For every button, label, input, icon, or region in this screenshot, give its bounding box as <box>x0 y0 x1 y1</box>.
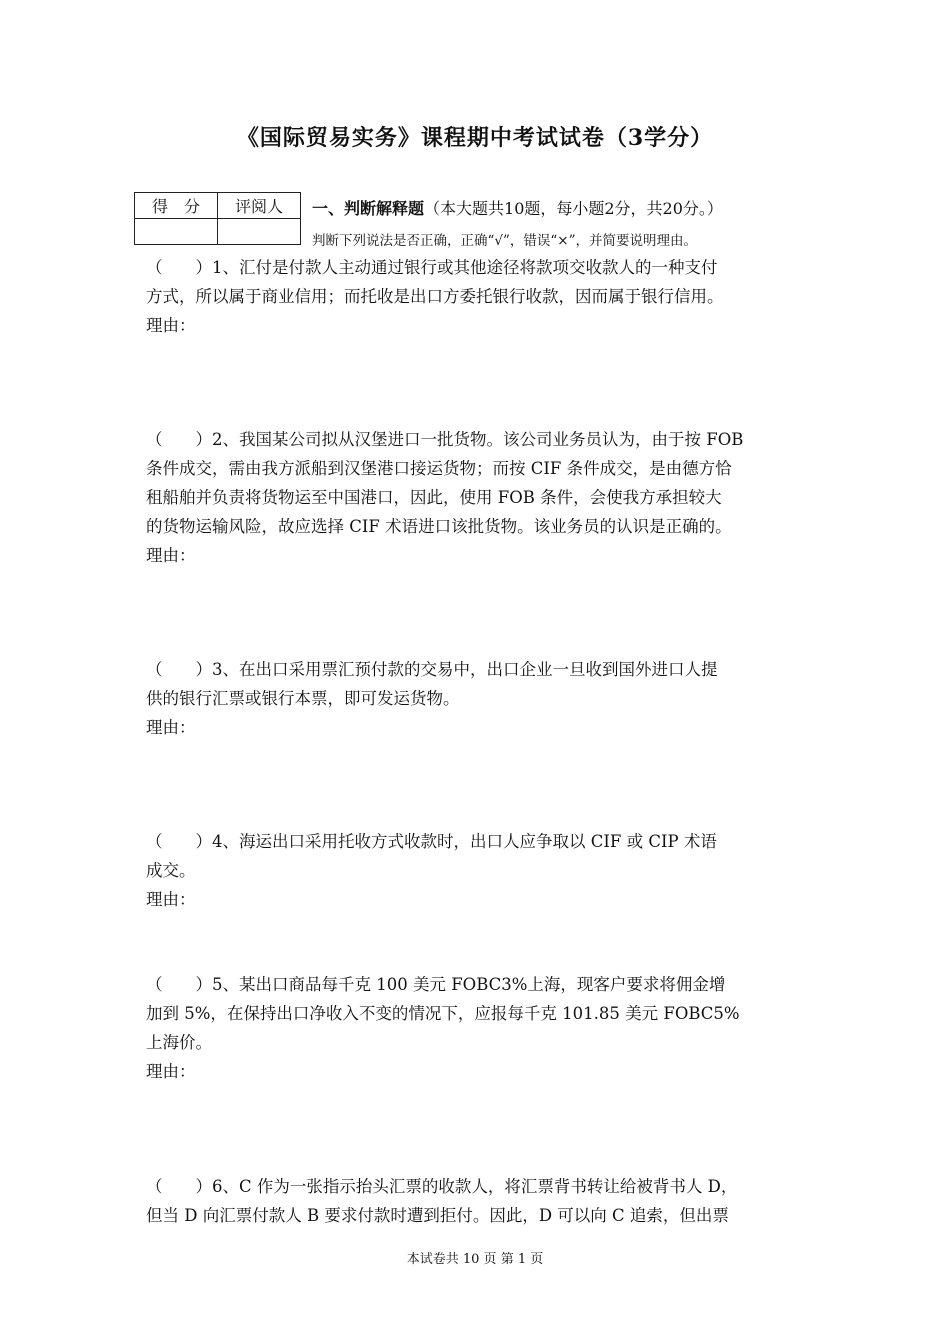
question-line: 成交。 <box>146 861 196 880</box>
reason-label: 理由： <box>146 316 196 335</box>
reviewer-cell[interactable] <box>218 219 301 245</box>
question-line: （ ）2、我国某公司拟从汉堡进口一批货物。该公司业务员认为，由于按 FOB <box>146 430 744 449</box>
score-cell[interactable] <box>135 219 218 245</box>
question-line: 上海价。 <box>146 1033 212 1052</box>
question-line: 供的银行汇票或银行本票，即可发运货物。 <box>146 689 460 708</box>
section-instruction: 判断下列说法是否正确，正确“√”，错误“×”，并简要说明理由。 <box>312 233 698 249</box>
question-line: （ ）3、在出口采用票汇预付款的交易中，出口企业一旦收到国外进口人提 <box>146 660 718 679</box>
question-4 <box>146 827 808 914</box>
question-line: 方式，所以属于商业信用；而托收是出口方委托银行收款，因而属于银行信用。 <box>146 287 724 306</box>
section-heading <box>312 196 723 219</box>
question-line: （ ）6、C 作为一张指示抬头汇票的收款人，将汇票背书转让给被背书人 D， <box>146 1177 738 1196</box>
question-line: （ ）5、某出口商品每千克 100 美元 FOBC3%上海，现客户要求将佣金增 <box>146 975 726 994</box>
reason-label: 理由： <box>146 1062 196 1081</box>
reason-label: 理由： <box>146 890 196 909</box>
question-line: （ ）1、汇付是付款人主动通过银行或其他途径将款项交收款人的一种支付 <box>146 258 718 277</box>
question-line: （ ）4、海运出口采用托收方式收款时，出口人应争取以 CIF 或 CIP 术语 <box>146 832 717 851</box>
question-6 <box>146 1172 808 1230</box>
section-heading-title: 一、判断解释题 <box>312 199 425 218</box>
question-3 <box>146 655 808 742</box>
score-label: 得 分 <box>135 193 218 219</box>
question-line: 但当 D 向汇票付款人 B 要求付款时遭到拒付。因此，D 可以向 C 追索，但出票 <box>146 1206 729 1225</box>
question-line: 的货物运输风险，故应选择 CIF 术语进口该批货物。该业务员的认识是正确的。 <box>146 517 732 536</box>
reason-label: 理由： <box>146 718 196 737</box>
question-5 <box>146 970 808 1086</box>
reason-label: 理由： <box>146 546 196 565</box>
question-line: 租船舶并负责将货物运至中国港口，因此，使用 FOB 条件，会使我方承担较大 <box>146 488 722 507</box>
exam-title: 《国际贸易实务》课程期中考试试卷（3学分） <box>236 125 714 151</box>
question-line: 条件成交，需由我方派船到汉堡港口接运货物；而按 CIF 条件成交，是由德方恰 <box>146 459 732 478</box>
page-footer: 本试卷共 10 页 第 1 页 <box>406 1252 544 1267</box>
reviewer-label: 评阅人 <box>218 193 301 219</box>
score-table <box>134 192 301 245</box>
question-line: 加到 5%，在保持出口净收入不变的情况下，应报每千克 101.85 美元 FOBC5% <box>146 1004 740 1023</box>
question-2 <box>146 425 808 570</box>
section-heading-note: （本大题共10题，每小题2分，共20分。） <box>424 199 723 218</box>
question-1 <box>146 253 808 340</box>
